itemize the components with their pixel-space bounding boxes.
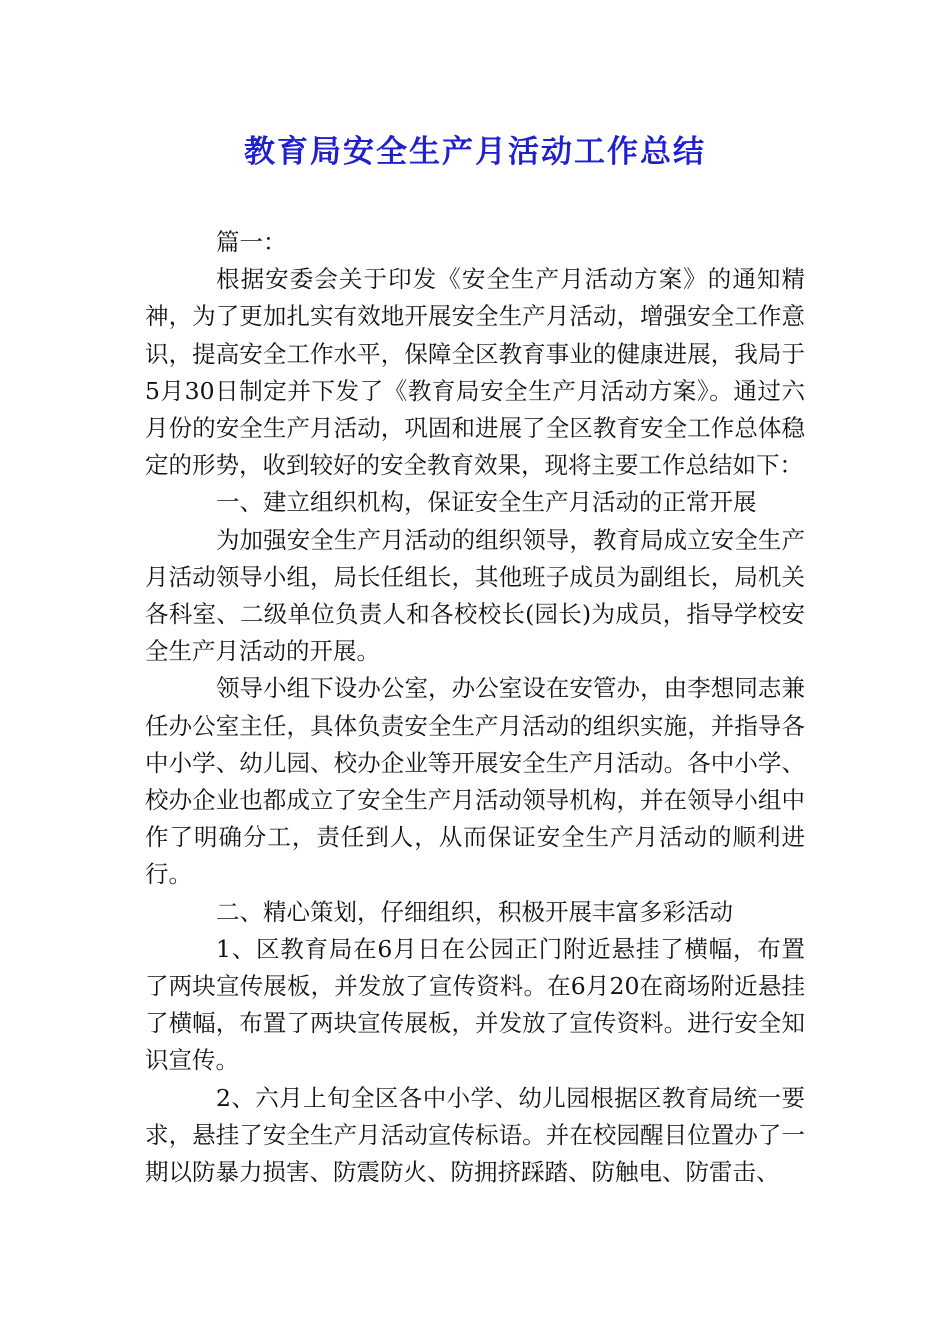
paragraph-item-2: 2、六月上旬全区各中小学、幼儿园根据区教育局统一要求，悬挂了安全生产月活动宣传标语。并在校园醒目位置办了一期以防暴力损害、防震防火、防拥挤踩踏、防触电、防雷击、 [145, 1083, 805, 1187]
paragraph-item-1: 1、区教育局在6月日在公园正门附近悬挂了横幅，布置了两块宣传展板，并发放了宣传资料。在6月20在商场附近悬挂了横幅，布置了两块宣传展板，并发放了宣传资料。进行安全知识宣传。 [145, 934, 805, 1075]
heading-section-two: 二、精心策划，仔细组织，积极开展丰富多彩活动 [216, 897, 733, 926]
paragraph-office: 领导小组下设办公室，办公室设在安管办，由李想同志兼任办公室主任，具体负责安全生产月活动的组织实施，并指导各中小学、幼儿园、校办企业等开展安全生产月活动。各中小学、校办企业也都成立了安全生产月活动领导机构，并在领导小组中作了明确分工，责任到人，从而保证安全生产月活动的顺利进行。 [145, 674, 805, 889]
paragraph-intro: 根据安委会关于印发《安全生产月活动方案》的通知精神，为了更加扎实有效地开展安全生产月活动，增强安全工作意识，提高安全工作水平，保障全区教育事业的健康进展，我局于5月30日制定并下发了《教育局安全生产月活动方案》。通过六月份的安全生产月活动，巩固和进展了全区教育安全工作总体稳定的形势，收到较好的安全教育效果，现将主要工作总结如下： [145, 265, 805, 480]
paragraph-section-label: 篇一： [216, 228, 287, 256]
heading-section-one: 一、建立组织机构，保证安全生产月活动的正常开展 [216, 488, 757, 517]
document-title: 教育局安全生产月活动工作总结 [244, 134, 706, 170]
document-body [145, 224, 805, 1191]
paragraph-organization: 为加强安全生产月活动的组织领导，教育局成立安全生产月活动领导小组，局长任组长，其他班子成员为副组长，局机关各科室、二级单位负责人和各校校长(园长)为成员，指导学校安全生产月活动的开展。 [145, 525, 805, 666]
